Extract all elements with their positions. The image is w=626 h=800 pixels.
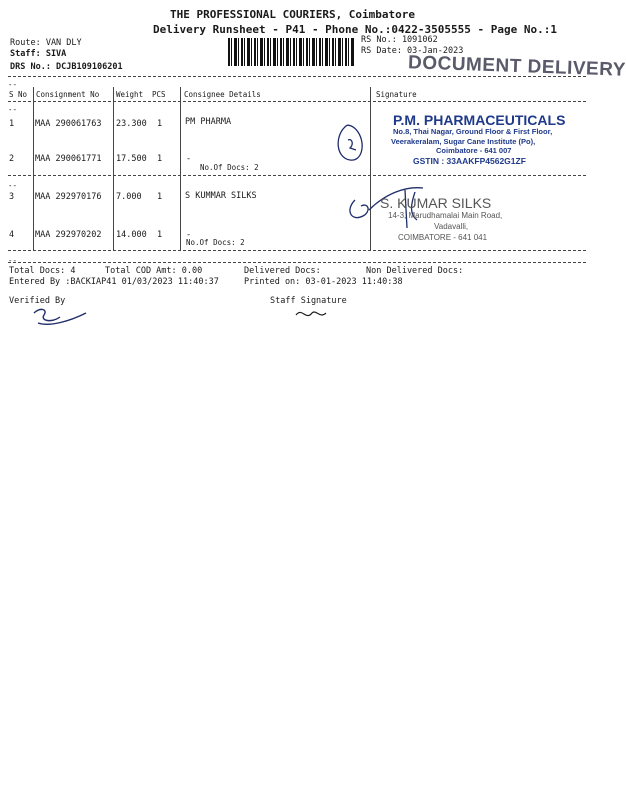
printed-on: Printed on: 03-01-2023 11:40:38 (244, 277, 403, 287)
row-pcs: 1 (157, 119, 163, 129)
sk-stamp-address: 14-3, Marudhamalai Main Road, (388, 211, 503, 220)
row-docs-count: No.Of Docs: 2 (186, 238, 245, 247)
divider (8, 76, 586, 77)
total-docs: Total Docs: 4 (9, 266, 76, 276)
non-delivered-docs: Non Delivered Docs: (366, 266, 464, 276)
document-delivery-stamp: DOCUMENT DELIVERY (407, 52, 626, 81)
row-sno: 1 (9, 119, 15, 129)
verified-signature (30, 305, 90, 327)
column-separator (113, 87, 114, 251)
column-separator (180, 87, 181, 251)
rs-date: RS Date: 03-Jan-2023 (361, 46, 464, 56)
col-header-consignment: Consignment No (36, 90, 100, 99)
row-docs-count: No.Of Docs: 2 (200, 163, 259, 172)
pm-stamp-city: Coimbatore - 641 007 (436, 146, 512, 155)
runsheet-title: Delivery Runsheet - P41 - Phone No.:0422-3505555 - Page No.:1 (153, 23, 557, 36)
row-consignee: - (186, 230, 192, 240)
signature-scribble (332, 118, 372, 168)
row-weight: 14.000 (116, 230, 147, 240)
row-pcs: 1 (157, 230, 163, 240)
row-consignment: MAA 290061771 (35, 154, 102, 164)
verified-by-label: Verified By (9, 296, 66, 306)
company-title: THE PROFESSIONAL COURIERS, Coimbatore (170, 8, 416, 21)
total-cod: Total COD Amt: 0.00 (105, 266, 203, 276)
row-weight: 23.300 (116, 119, 147, 129)
drs-number: DRS No.: DCJB109106201 (10, 62, 123, 72)
row-consignee: - (186, 154, 192, 164)
row-pcs: 1 (157, 192, 163, 202)
sk-stamp-address: Vadavalli, (434, 222, 469, 231)
divider (8, 101, 586, 102)
row-consignee: S KUMMAR SILKS (185, 191, 257, 201)
row-weight: 17.500 (116, 154, 147, 164)
col-header-sno: S No (9, 90, 28, 99)
row-weight: 7.000 (116, 192, 142, 202)
sk-stamp-city: COIMBATORE - 641 041 (398, 233, 488, 242)
divider (8, 262, 586, 263)
divider (8, 175, 586, 176)
row-sno: 3 (9, 192, 15, 202)
staff-signature (292, 305, 332, 325)
row-pcs: 1 (157, 154, 163, 164)
row-consignment: MAA 292970202 (35, 230, 102, 240)
col-header-signature: Signature (376, 90, 417, 99)
pm-stamp-address: Veerakeralam, Sugar Cane Institute (Po), (391, 137, 536, 146)
pm-stamp-name: P.M. PHARMACEUTICALS (393, 112, 566, 128)
staff-label: Staff: SIVA (10, 49, 67, 59)
delivered-docs: Delivered Docs: (244, 266, 321, 276)
row-consignee: PM PHARMA (185, 117, 232, 127)
row-consignment: MAA 292970176 (35, 192, 102, 202)
column-separator (33, 87, 34, 251)
col-header-pcs: PCS (152, 90, 166, 99)
divider (8, 250, 586, 251)
row-consignment: MAA 290061763 (35, 119, 102, 129)
pm-stamp-address: No.8, Thai Nagar, Ground Floor & First Floor, (393, 127, 553, 136)
barcode (228, 38, 354, 66)
sk-stamp-name: S. KUMAR SILKS (380, 195, 492, 211)
entered-by: Entered By :BACKIAP41 01/03/2023 11:40:37 (9, 277, 219, 287)
pm-stamp-gstin: GSTIN : 33AAKFP4562G1ZF (413, 156, 526, 166)
rs-number: RS No.: 1091062 (361, 35, 438, 45)
row-sno: 2 (9, 154, 15, 164)
route-label: Route: VAN DLY (10, 38, 82, 48)
row-sno: 4 (9, 230, 15, 240)
col-header-consignee: Consignee Details (184, 90, 261, 99)
staff-signature-label: Staff Signature (270, 296, 347, 306)
col-header-weight: Weight (116, 90, 144, 99)
